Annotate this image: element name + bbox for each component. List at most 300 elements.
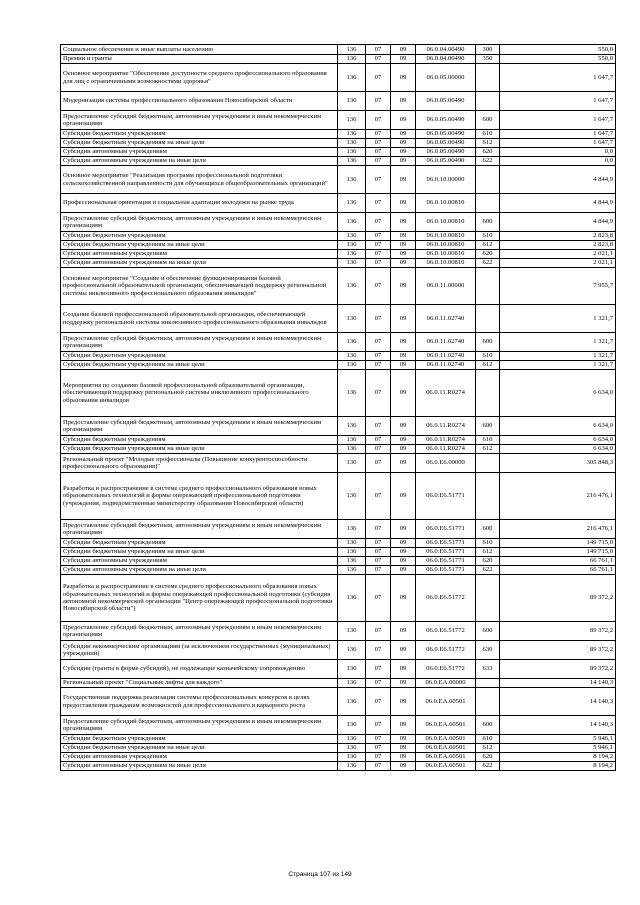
expense-type-cell: 633	[476, 660, 500, 679]
razdel-code-cell: 07	[366, 130, 391, 139]
razdel-code-cell: 07	[366, 548, 391, 557]
podrazdel-code-cell: 09	[391, 352, 416, 361]
podrazdel-code-cell: 09	[391, 333, 416, 352]
row-name-cell: Создание базовой профессиональной образовательной организации, обеспечивающей поддержку региональной системы инклюзивного профессионального образования инвалидов	[61, 305, 338, 333]
expense-type-cell	[476, 92, 500, 111]
table-row	[61, 45, 616, 55]
podrazdel-code-cell: 09	[391, 575, 416, 622]
row-name-cell: Субсидии бюджетным учреждениям	[61, 735, 338, 744]
vedomstvo-code-cell: 136	[338, 194, 366, 213]
amount-cell: 66 761,1	[500, 557, 616, 566]
amount-cell: 1 647,7	[500, 92, 616, 111]
vedomstvo-code-cell: 136	[338, 622, 366, 641]
razdel-code-cell: 07	[366, 753, 391, 762]
target-article-cell: 06.0.E6.51771	[416, 520, 476, 539]
target-article-cell: 06.0.11.02740	[416, 361, 476, 370]
amount-cell: 14 140,3	[500, 688, 616, 716]
amount-cell: 14 140,3	[500, 716, 616, 735]
podrazdel-code-cell: 09	[391, 454, 416, 473]
podrazdel-code-cell: 09	[391, 641, 416, 660]
target-article-cell: 06.0.E6.51772	[416, 660, 476, 679]
razdel-code-cell: 07	[366, 716, 391, 735]
razdel-code-cell: 07	[366, 268, 391, 305]
razdel-code-cell: 07	[366, 333, 391, 352]
amount-cell: 14 140,3	[500, 679, 616, 688]
vedomstvo-code-cell: 136	[338, 660, 366, 679]
razdel-code-cell: 07	[366, 250, 391, 259]
vedomstvo-code-cell: 136	[338, 520, 366, 539]
row-name-cell: Предоставление субсидий бюджетным, автономным учреждениям и иным некоммерческим организациям	[61, 213, 338, 232]
vedomstvo-code-cell: 136	[338, 557, 366, 566]
vedomstvo-code-cell: 136	[338, 148, 366, 157]
razdel-code-cell: 07	[366, 641, 391, 660]
table-row	[61, 64, 616, 92]
vedomstvo-code-cell: 136	[338, 753, 366, 762]
razdel-code-cell: 07	[366, 305, 391, 333]
vedomstvo-code-cell: 136	[338, 268, 366, 305]
vedomstvo-code-cell: 136	[338, 55, 366, 64]
amount-cell: 89 372,2	[500, 641, 616, 660]
row-name-cell: Основное мероприятие "Реализация программ профессиональной подготовки сельскохозяйственной направленности для обучающихся общеобразовательных организаций"	[61, 166, 338, 194]
row-name-cell: Субсидии бюджетным учреждениям на иные цели	[61, 548, 338, 557]
target-article-cell: 06.0.E6.51772	[416, 641, 476, 660]
table-row	[61, 417, 616, 436]
podrazdel-code-cell: 09	[391, 45, 416, 55]
row-name-cell: Предоставление субсидий бюджетным, автономным учреждениям и иным некоммерческим организациям	[61, 333, 338, 352]
vedomstvo-code-cell: 136	[338, 716, 366, 735]
amount-cell: 1 647,7	[500, 130, 616, 139]
vedomstvo-code-cell: 136	[338, 539, 366, 548]
podrazdel-code-cell: 09	[391, 259, 416, 268]
amount-cell: 2 823,8	[500, 241, 616, 250]
target-article-cell: 06.0.05.00490	[416, 130, 476, 139]
podrazdel-code-cell: 09	[391, 548, 416, 557]
expense-type-cell: 610	[476, 352, 500, 361]
amount-cell: 0,0	[500, 157, 616, 166]
expense-type-cell: 600	[476, 520, 500, 539]
razdel-code-cell: 07	[366, 92, 391, 111]
podrazdel-code-cell: 09	[391, 753, 416, 762]
row-name-cell: Предоставление субсидий бюджетным, автономным учреждениям и иным некоммерческим организациям	[61, 622, 338, 641]
expense-type-cell	[476, 370, 500, 417]
amount-cell: 1 321,7	[500, 333, 616, 352]
table-row	[61, 250, 616, 259]
vedomstvo-code-cell: 136	[338, 445, 366, 454]
row-name-cell: Субсидии бюджетным учреждениям	[61, 130, 338, 139]
target-article-cell: 06.0.11.R0274	[416, 370, 476, 417]
table-row	[61, 268, 616, 305]
budget-table	[60, 44, 616, 771]
row-name-cell: Мероприятия по созданию базовой профессиональной образовательной организации, обеспечивающей поддержку региональной системы инклюзивного профессионального образования инвалидов	[61, 370, 338, 417]
razdel-code-cell: 07	[366, 575, 391, 622]
vedomstvo-code-cell: 136	[338, 473, 366, 520]
vedomstvo-code-cell: 136	[338, 417, 366, 436]
row-name-cell: Премии и гранты	[61, 55, 338, 64]
target-article-cell: 06.0.EA.60501	[416, 744, 476, 753]
razdel-code-cell: 07	[366, 157, 391, 166]
row-name-cell: Региональный проект "Социальные лифты для каждого"	[61, 679, 338, 688]
row-name-cell: Субсидии автономным учреждениям	[61, 250, 338, 259]
row-name-cell: Предоставление субсидий бюджетным, автономным учреждениям и иным некоммерческим организациям	[61, 520, 338, 539]
podrazdel-code-cell: 09	[391, 241, 416, 250]
amount-cell: 5 946,1	[500, 735, 616, 744]
row-name-cell: Субсидии автономным учреждениям на иные цели	[61, 259, 338, 268]
row-name-cell: Основное мероприятие "Создание и обеспечение функционирования базовой профессиональной образовательной организации, обеспечивающей поддержку региональной системы инклюзивного профессионального образования инвалидов"	[61, 268, 338, 305]
row-name-cell: Модернизация системы профессионального образования Новосибирской области	[61, 92, 338, 111]
vedomstvo-code-cell: 136	[338, 735, 366, 744]
podrazdel-code-cell: 09	[391, 520, 416, 539]
razdel-code-cell: 07	[366, 64, 391, 92]
podrazdel-code-cell: 09	[391, 64, 416, 92]
row-name-cell: Предоставление субсидий бюджетным, автономным учреждениям и иным некоммерческим организациям	[61, 111, 338, 130]
razdel-code-cell: 07	[366, 139, 391, 148]
row-name-cell: Субсидии бюджетным учреждениям	[61, 539, 338, 548]
vedomstvo-code-cell: 136	[338, 566, 366, 575]
vedomstvo-code-cell: 136	[338, 213, 366, 232]
table-row	[61, 539, 616, 548]
podrazdel-code-cell: 09	[391, 55, 416, 64]
row-name-cell: Социальное обеспечение и иные выплаты населению	[61, 45, 338, 55]
target-article-cell: 06.0.10.00000	[416, 166, 476, 194]
target-article-cell: 06.0.E6.51772	[416, 622, 476, 641]
row-name-cell: Субсидии автономным учреждениям	[61, 148, 338, 157]
row-name-cell: Субсидии автономным учреждениям на иные цели	[61, 157, 338, 166]
expense-type-cell: 600	[476, 213, 500, 232]
table-row	[61, 575, 616, 622]
expense-type-cell: 622	[476, 566, 500, 575]
razdel-code-cell: 07	[366, 259, 391, 268]
target-article-cell: 06.0.05.00490	[416, 139, 476, 148]
amount-cell: 1 647,7	[500, 64, 616, 92]
vedomstvo-code-cell: 136	[338, 111, 366, 130]
row-name-cell: Предоставление субсидий бюджетным, автономным учреждениям и иным некоммерческим организациям	[61, 716, 338, 735]
target-article-cell: 06.0.E6.00000	[416, 454, 476, 473]
target-article-cell: 06.0.11.02740	[416, 352, 476, 361]
table-row	[61, 679, 616, 688]
table-row	[61, 241, 616, 250]
row-name-cell: Субсидии некоммерческим организациям (за исключением государственных (муниципальных) учреждений)	[61, 641, 338, 660]
target-article-cell: 06.0.10.00810	[416, 250, 476, 259]
expense-type-cell: 620	[476, 250, 500, 259]
expense-type-cell	[476, 194, 500, 213]
expense-type-cell: 620	[476, 148, 500, 157]
table-row	[61, 148, 616, 157]
target-article-cell: 06.0.11.R0274	[416, 436, 476, 445]
row-name-cell: Субсидии бюджетным учреждениям на иные цели	[61, 445, 338, 454]
razdel-code-cell: 07	[366, 566, 391, 575]
vedomstvo-code-cell: 136	[338, 575, 366, 622]
razdel-code-cell: 07	[366, 370, 391, 417]
vedomstvo-code-cell: 136	[338, 259, 366, 268]
amount-cell: 89 372,2	[500, 660, 616, 679]
target-article-cell: 06.0.EA.60501	[416, 762, 476, 771]
row-name-cell: Субсидии бюджетным учреждениям	[61, 436, 338, 445]
expense-type-cell: 620	[476, 753, 500, 762]
table-row	[61, 361, 616, 370]
table-row	[61, 370, 616, 417]
target-article-cell: 06.0.05.00490	[416, 92, 476, 111]
podrazdel-code-cell: 09	[391, 130, 416, 139]
amount-cell: 5 946,1	[500, 744, 616, 753]
row-name-cell: Субсидии бюджетным учреждениям на иные цели	[61, 361, 338, 370]
amount-cell: 1 321,7	[500, 361, 616, 370]
expense-type-cell: 622	[476, 762, 500, 771]
amount-cell: 1 321,7	[500, 305, 616, 333]
podrazdel-code-cell: 09	[391, 716, 416, 735]
expense-type-cell: 612	[476, 744, 500, 753]
amount-cell: 1 647,7	[500, 139, 616, 148]
podrazdel-code-cell: 09	[391, 622, 416, 641]
vedomstvo-code-cell: 136	[338, 352, 366, 361]
amount-cell: 2 021,1	[500, 259, 616, 268]
table-row	[61, 660, 616, 679]
vedomstvo-code-cell: 136	[338, 166, 366, 194]
target-article-cell: 06.0.04.00490	[416, 55, 476, 64]
target-article-cell: 06.0.E6.51771	[416, 539, 476, 548]
table-row	[61, 473, 616, 520]
razdel-code-cell: 07	[366, 194, 391, 213]
expense-type-cell: 612	[476, 361, 500, 370]
razdel-code-cell: 07	[366, 361, 391, 370]
row-name-cell: Основное мероприятие "Обеспечение доступности среднего профессионального образования для лиц с ограниченными возможностями здоровья"	[61, 64, 338, 92]
expense-type-cell: 610	[476, 539, 500, 548]
expense-type-cell: 610	[476, 232, 500, 241]
target-article-cell: 06.0.05.00490	[416, 111, 476, 130]
table-row	[61, 213, 616, 232]
table-row	[61, 688, 616, 716]
table-row	[61, 735, 616, 744]
row-name-cell: Региональный проект "Молодые профессионалы (Повышение конкурентоспособности профессионального образования)"	[61, 454, 338, 473]
razdel-code-cell: 07	[366, 557, 391, 566]
razdel-code-cell: 07	[366, 352, 391, 361]
expense-type-cell: 600	[476, 417, 500, 436]
razdel-code-cell: 07	[366, 622, 391, 641]
razdel-code-cell: 07	[366, 735, 391, 744]
row-name-cell: Субсидии автономным учреждениям	[61, 557, 338, 566]
razdel-code-cell: 07	[366, 539, 391, 548]
row-name-cell: Субсидии автономным учреждениям	[61, 753, 338, 762]
table-row	[61, 445, 616, 454]
amount-cell: 4 844,9	[500, 213, 616, 232]
table-row	[61, 557, 616, 566]
expense-type-cell	[476, 454, 500, 473]
table-row	[61, 762, 616, 771]
podrazdel-code-cell: 09	[391, 166, 416, 194]
amount-cell: 89 372,2	[500, 575, 616, 622]
razdel-code-cell: 07	[366, 45, 391, 55]
expense-type-cell	[476, 688, 500, 716]
vedomstvo-code-cell: 136	[338, 548, 366, 557]
table-row	[61, 454, 616, 473]
razdel-code-cell: 07	[366, 744, 391, 753]
vedomstvo-code-cell: 136	[338, 139, 366, 148]
row-name-cell: Государственная поддержка реализации системы профессиональных конкурсов в целях предоставления гражданам возможностей для профессионального и карьерного роста	[61, 688, 338, 716]
expense-type-cell: 600	[476, 333, 500, 352]
target-article-cell: 06.0.10.00810	[416, 259, 476, 268]
amount-cell: 6 634,0	[500, 436, 616, 445]
amount-cell: 89 372,2	[500, 622, 616, 641]
amount-cell: 4 844,9	[500, 166, 616, 194]
target-article-cell: 06.0.10.00810	[416, 194, 476, 213]
podrazdel-code-cell: 09	[391, 361, 416, 370]
table-row	[61, 566, 616, 575]
amount-cell: 550,0	[500, 55, 616, 64]
podrazdel-code-cell: 09	[391, 250, 416, 259]
vedomstvo-code-cell: 136	[338, 45, 366, 55]
target-article-cell: 06.0.05.00490	[416, 148, 476, 157]
amount-cell: 305 848,3	[500, 454, 616, 473]
table-row	[61, 139, 616, 148]
amount-cell: 6 634,0	[500, 417, 616, 436]
expense-type-cell: 350	[476, 55, 500, 64]
razdel-code-cell: 07	[366, 55, 391, 64]
expense-type-cell: 600	[476, 111, 500, 130]
vedomstvo-code-cell: 136	[338, 688, 366, 716]
razdel-code-cell: 07	[366, 762, 391, 771]
table-row	[61, 55, 616, 64]
expense-type-cell	[476, 305, 500, 333]
budget-table-body	[61, 45, 616, 771]
target-article-cell: 06.0.E6.51771	[416, 557, 476, 566]
podrazdel-code-cell: 09	[391, 417, 416, 436]
razdel-code-cell: 07	[366, 688, 391, 716]
expense-type-cell: 610	[476, 436, 500, 445]
target-article-cell: 06.0.EA.60501	[416, 735, 476, 744]
amount-cell: 149 715,0	[500, 539, 616, 548]
expense-type-cell: 600	[476, 622, 500, 641]
podrazdel-code-cell: 09	[391, 473, 416, 520]
vedomstvo-code-cell: 136	[338, 436, 366, 445]
podrazdel-code-cell: 09	[391, 370, 416, 417]
table-row	[61, 622, 616, 641]
amount-cell: 0,0	[500, 148, 616, 157]
table-row	[61, 352, 616, 361]
razdel-code-cell: 07	[366, 473, 391, 520]
razdel-code-cell: 07	[366, 241, 391, 250]
table-row	[61, 641, 616, 660]
row-name-cell: Субсидии (гранты в форме субсидий), не подлежащие казначейскому сопровождению	[61, 660, 338, 679]
target-article-cell: 06.0.EA.00000	[416, 679, 476, 688]
row-name-cell: Субсидии автономным учреждениям на иные цели	[61, 566, 338, 575]
amount-cell: 8 194,2	[500, 762, 616, 771]
table-row	[61, 520, 616, 539]
expense-type-cell: 622	[476, 259, 500, 268]
expense-type-cell	[476, 575, 500, 622]
target-article-cell: 06.0.E6.51771	[416, 548, 476, 557]
table-row	[61, 744, 616, 753]
row-name-cell: Субсидии автономным учреждениям на иные цели	[61, 762, 338, 771]
amount-cell: 2 823,8	[500, 232, 616, 241]
expense-type-cell: 610	[476, 735, 500, 744]
podrazdel-code-cell: 09	[391, 744, 416, 753]
razdel-code-cell: 07	[366, 166, 391, 194]
razdel-code-cell: 07	[366, 520, 391, 539]
vedomstvo-code-cell: 136	[338, 361, 366, 370]
target-article-cell: 06.0.10.00810	[416, 213, 476, 232]
expense-type-cell: 612	[476, 548, 500, 557]
target-article-cell: 06.0.EA.60501	[416, 716, 476, 735]
vedomstvo-code-cell: 136	[338, 744, 366, 753]
table-row	[61, 157, 616, 166]
table-row	[61, 436, 616, 445]
target-article-cell: 06.0.E6.51772	[416, 575, 476, 622]
vedomstvo-code-cell: 136	[338, 641, 366, 660]
amount-cell: 1 647,7	[500, 111, 616, 130]
podrazdel-code-cell: 09	[391, 557, 416, 566]
podrazdel-code-cell: 09	[391, 566, 416, 575]
razdel-code-cell: 07	[366, 660, 391, 679]
amount-cell: 4 844,9	[500, 194, 616, 213]
vedomstvo-code-cell: 136	[338, 762, 366, 771]
podrazdel-code-cell: 09	[391, 679, 416, 688]
expense-type-cell	[476, 473, 500, 520]
expense-type-cell: 612	[476, 445, 500, 454]
table-row	[61, 130, 616, 139]
amount-cell: 8 194,2	[500, 753, 616, 762]
row-name-cell: Субсидии бюджетным учреждениям	[61, 232, 338, 241]
table-row	[61, 232, 616, 241]
podrazdel-code-cell: 09	[391, 688, 416, 716]
razdel-code-cell: 07	[366, 436, 391, 445]
table-row	[61, 548, 616, 557]
amount-cell: 216 476,1	[500, 473, 616, 520]
expense-type-cell	[476, 64, 500, 92]
expense-type-cell: 630	[476, 641, 500, 660]
razdel-code-cell: 07	[366, 445, 391, 454]
target-article-cell: 06.0.11.02740	[416, 305, 476, 333]
razdel-code-cell: 07	[366, 454, 391, 473]
row-name-cell: Разработка и распространение в системе среднего профессионального образования новых образовательных технологий и формы опережающей профессиональной подготовки (учреждения, подведомственные министерству образования Новосибирской области)	[61, 473, 338, 520]
podrazdel-code-cell: 09	[391, 232, 416, 241]
podrazdel-code-cell: 09	[391, 111, 416, 130]
vedomstvo-code-cell: 136	[338, 130, 366, 139]
vedomstvo-code-cell: 136	[338, 64, 366, 92]
podrazdel-code-cell: 09	[391, 92, 416, 111]
razdel-code-cell: 07	[366, 148, 391, 157]
razdel-code-cell: 07	[366, 111, 391, 130]
target-article-cell: 06.0.EA.60501	[416, 753, 476, 762]
vedomstvo-code-cell: 136	[338, 250, 366, 259]
razdel-code-cell: 07	[366, 679, 391, 688]
amount-cell: 6 634,0	[500, 445, 616, 454]
row-name-cell: Субсидии бюджетным учреждениям на иные цели	[61, 744, 338, 753]
podrazdel-code-cell: 09	[391, 194, 416, 213]
podrazdel-code-cell: 09	[391, 305, 416, 333]
expense-type-cell: 612	[476, 241, 500, 250]
vedomstvo-code-cell: 136	[338, 241, 366, 250]
table-row	[61, 92, 616, 111]
target-article-cell: 06.0.10.00810	[416, 232, 476, 241]
table-row	[61, 716, 616, 735]
amount-cell: 216 476,1	[500, 520, 616, 539]
table-row	[61, 333, 616, 352]
target-article-cell: 06.0.11.R0274	[416, 445, 476, 454]
expense-type-cell: 300	[476, 45, 500, 55]
podrazdel-code-cell: 09	[391, 148, 416, 157]
table-row	[61, 753, 616, 762]
target-article-cell: 06.0.04.00490	[416, 45, 476, 55]
vedomstvo-code-cell: 136	[338, 370, 366, 417]
vedomstvo-code-cell: 136	[338, 92, 366, 111]
target-article-cell: 06.0.05.00490	[416, 157, 476, 166]
amount-cell: 7 955,7	[500, 268, 616, 305]
row-name-cell: Субсидии бюджетным учреждениям	[61, 352, 338, 361]
target-article-cell: 06.0.E6.51771	[416, 473, 476, 520]
table-row	[61, 305, 616, 333]
expense-type-cell: 620	[476, 557, 500, 566]
expense-type-cell	[476, 268, 500, 305]
amount-cell: 149 715,0	[500, 548, 616, 557]
